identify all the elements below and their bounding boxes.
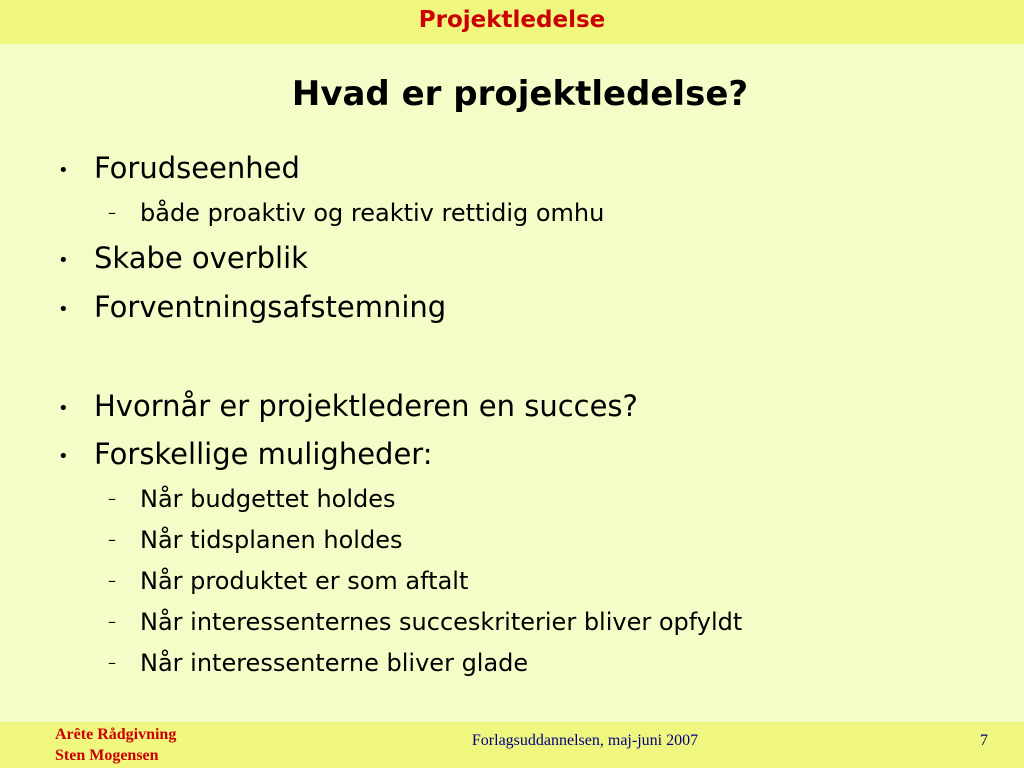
sub-text: Når budgettet holdes — [140, 485, 396, 513]
dash-icon: – — [108, 203, 116, 222]
footer-author: Sten Mogensen — [55, 747, 159, 764]
dash-icon: – — [108, 571, 116, 590]
sub-item — [108, 608, 743, 636]
footer-org: Arête Rådgivning — [55, 726, 177, 743]
bullet-icon: • — [58, 160, 69, 181]
bullet-item — [58, 389, 638, 423]
sub-item — [108, 649, 529, 677]
bullet-item — [58, 151, 300, 185]
sub-text: Når produktet er som aftalt — [140, 567, 469, 595]
sub-text: Når interessenternes succeskriterier bliver opfyldt — [140, 608, 743, 636]
bullet-text: Forskellige muligheder: — [94, 437, 433, 471]
sub-text: både proaktiv og reaktiv rettidig omhu — [140, 199, 605, 227]
bullet-text: Forventningsafstemning — [94, 290, 447, 324]
sub-item — [108, 526, 403, 554]
bullet-icon: • — [58, 299, 69, 320]
sub-text: Når tidsplanen holdes — [140, 526, 403, 554]
sub-item — [108, 485, 396, 513]
bullet-icon: • — [58, 398, 69, 419]
bullet-item — [58, 290, 447, 324]
dash-icon: – — [108, 612, 116, 631]
bullet-item — [58, 241, 308, 275]
sub-item — [108, 199, 605, 227]
sub-item — [108, 567, 469, 595]
header-title: Projektledelse — [418, 7, 606, 33]
dash-icon: – — [108, 530, 116, 549]
bullet-text: Forudseenhed — [94, 151, 300, 185]
bullet-text: Hvornår er projektlederen en succes? — [94, 389, 638, 423]
dash-icon: – — [108, 489, 116, 508]
bullet-icon: • — [58, 446, 69, 467]
slide-title: Hvad er projektledelse? — [291, 74, 749, 114]
sub-text: Når interessenterne bliver glade — [140, 649, 529, 677]
bullet-text: Skabe overblik — [94, 241, 308, 275]
bullet-item — [58, 437, 433, 471]
dash-icon: – — [108, 653, 116, 672]
bullet-icon: • — [58, 250, 69, 271]
footer-course: Forlagsuddannelsen, maj-juni 2007 — [471, 732, 699, 749]
page-number: 7 — [980, 732, 988, 749]
